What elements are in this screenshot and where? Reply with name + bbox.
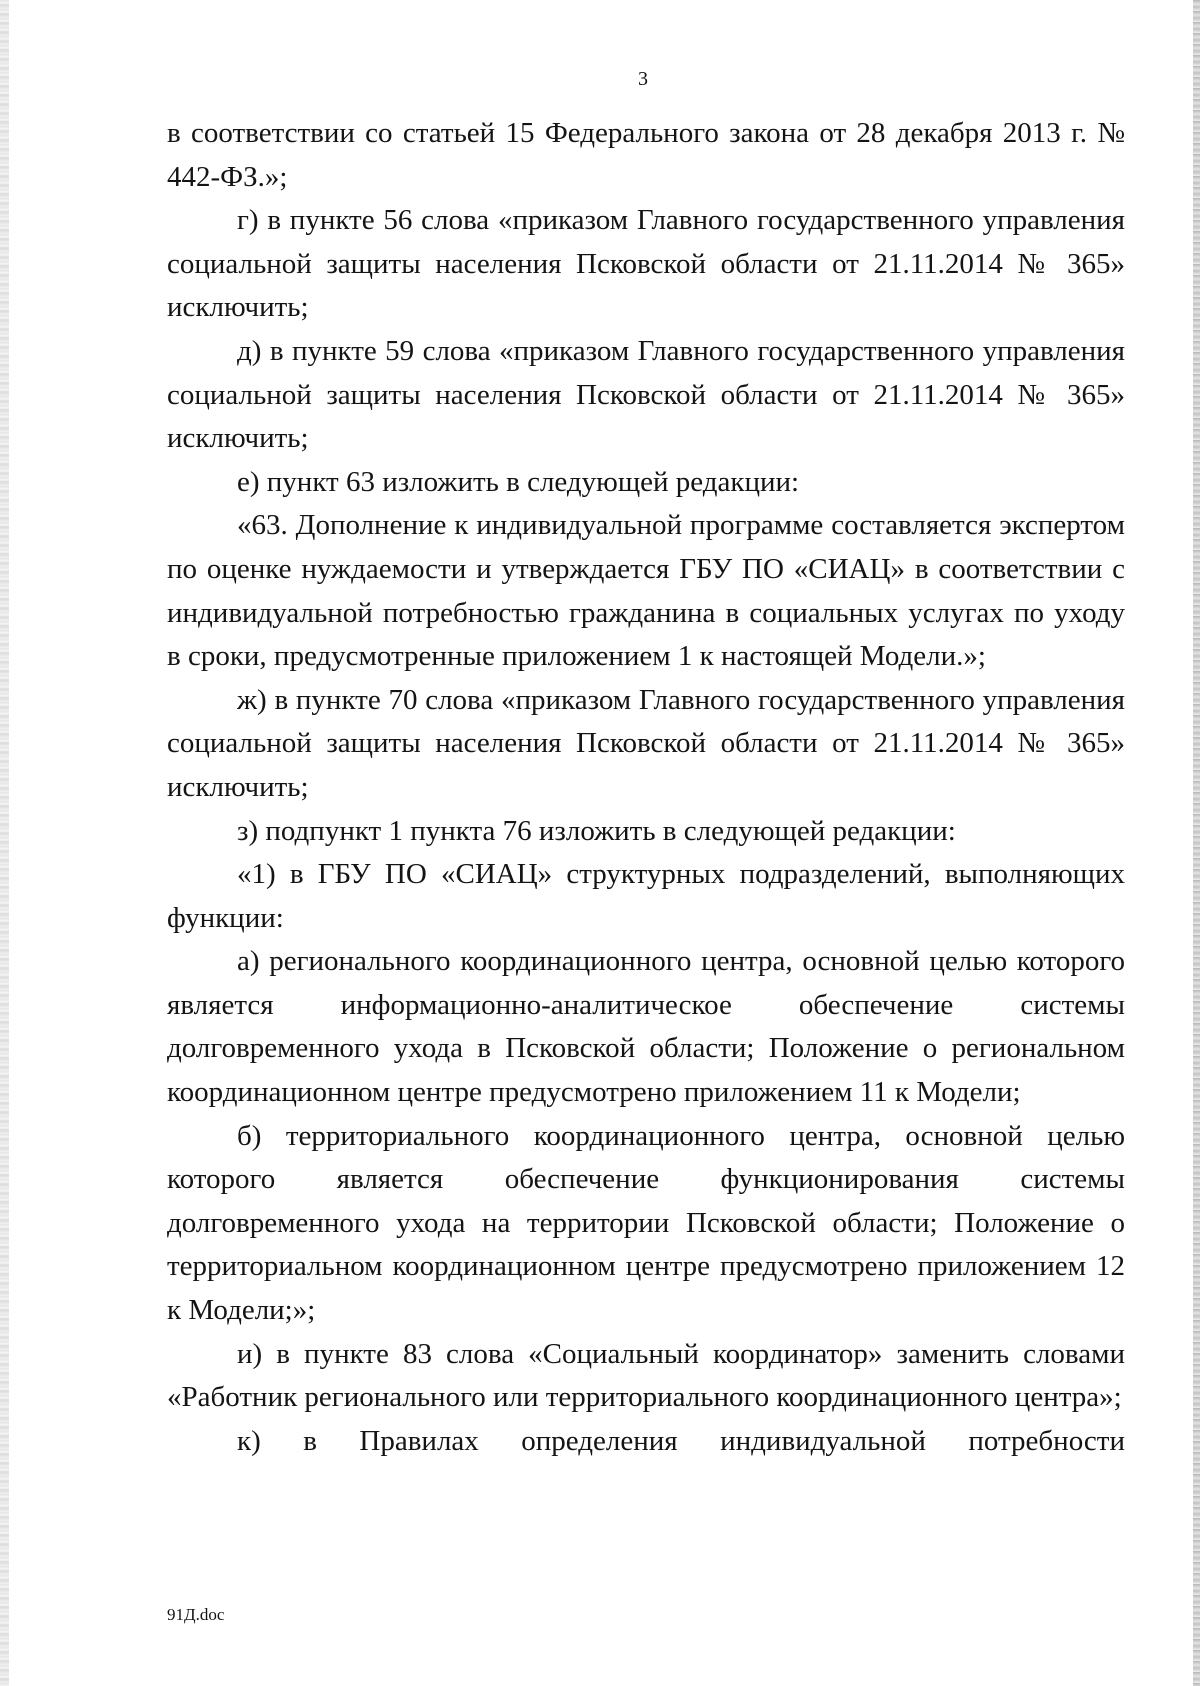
page-number: 3 [638,68,648,90]
paragraph-b: б) территориального координационного центра, основной целью которого является обеспечение функционирования системы долговременного ухода на территории Псковской области; Положение о территориальном координационном центре предусмотрено приложением 12 к Модели;»; [167,1119,1125,1327]
paragraph-e: е) пункт 63 изложить в следующей редакции: [237,465,800,498]
scan-edge-left [0,0,9,1686]
paragraph-z: з) подпункт 1 пункта 76 изложить в следующей редакции: [237,814,956,847]
paragraph-d: д) в пункте 59 слова «приказом Главного государственного управления социальной защиты населения Псковской области от 21.11.2014 № 365» исключить; [167,334,1125,455]
paragraph-g: г) в пункте 56 слова «приказом Главного государственного управления социальной защиты населения Псковской области от 21.11.2014 № 365» исключить; [167,204,1125,324]
paragraph-1-continuation: в соответствии со статьей 15 Федерального закона от 28 декабря 2013 г. № 442-ФЗ.»; [167,117,1125,193]
document-body [167,112,1125,1463]
footer-filename: 91Д.doc [167,1605,225,1624]
paragraph-a: а) регионального координационного центра, основной целью которого является информационно-аналитическое обеспечение системы долговременного ухода в Псковской области; Положение о региональном координационном центре предусмотрено приложением 11 к Модели; [167,945,1125,1109]
paragraph-1-quote: «1) в ГБУ ПО «СИАЦ» структурных подразделений, выполняющих функции: [167,858,1125,934]
paragraph-k: к) в Правилах определения индивидуальной потребности [237,1424,1125,1457]
paragraph-i: и) в пункте 83 слова «Социальный координатор» заменить словами «Работник регионального или территориального координационного центра»; [167,1337,1125,1414]
scan-edge-right [1193,0,1200,1686]
paragraph-zh: ж) в пункте 70 слова «приказом Главного государственного управления социальной защиты населения Псковской области от 21.11.2014 № 365» исключить; [167,683,1125,803]
paragraph-63-quote: «63. Дополнение к индивидуальной программе составляется экспертом по оценке нуждаемости и утверждается ГБУ ПО «СИАЦ» в соответствии с индивидуальной потребностью гражданина в социальных услугах по уходу в сроки, предусмотренные приложением 1 к настоящей Модели.»; [167,509,1125,673]
